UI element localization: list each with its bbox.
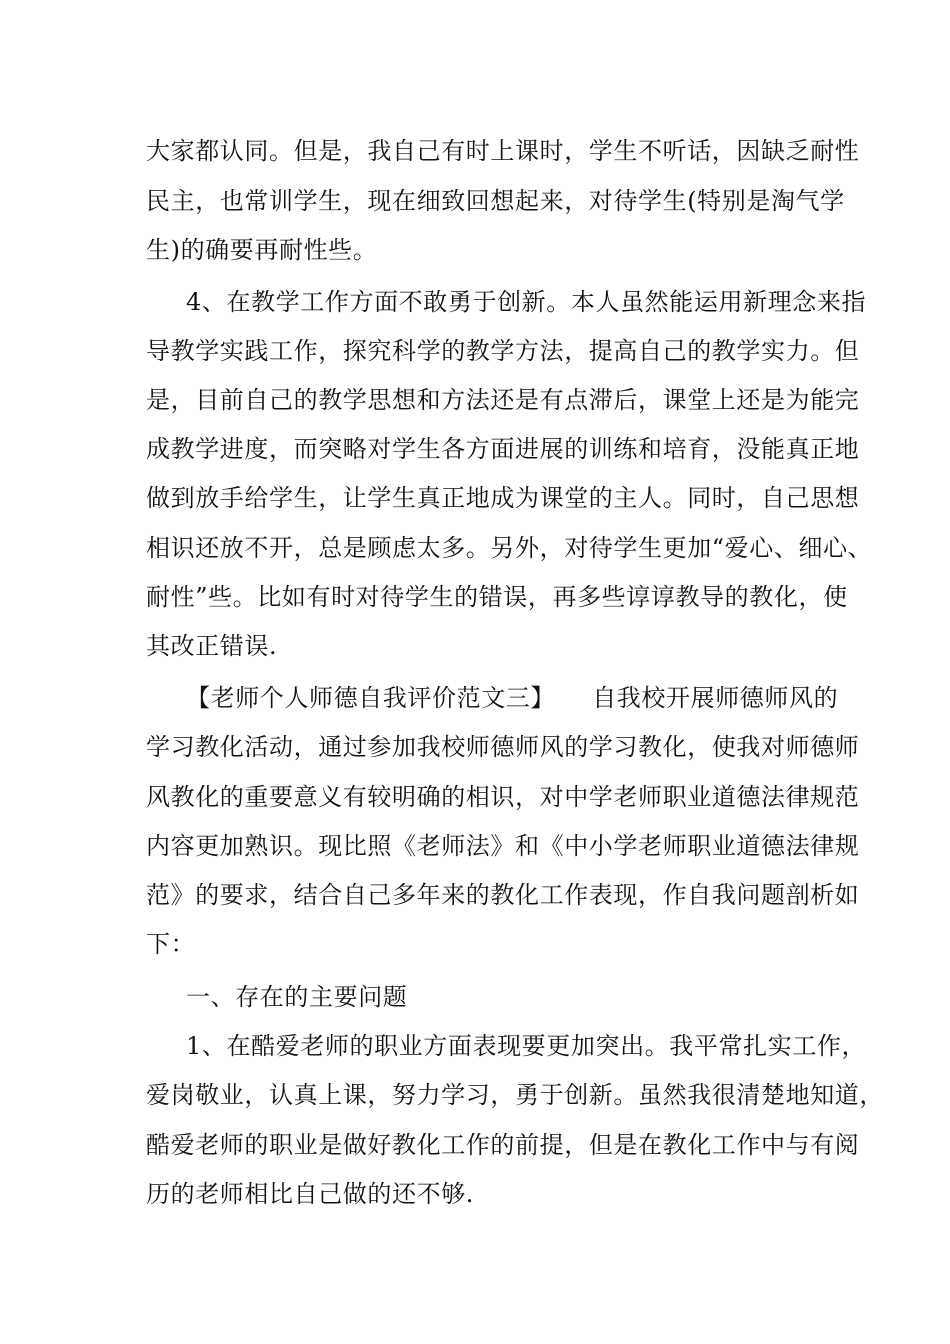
text-line: 做到放手给学生，让学生真正地成为课堂的主人。同时，自己思想 (146, 484, 860, 512)
text-line: 大家都认同。但是，我自己有时上课时，学生不听话，因缺乏耐性 (146, 137, 860, 165)
text-line: 耐性”些。比如有时对待学生的错误，再多些谆谆教导的教化，使 (146, 583, 848, 611)
text-line: 民主，也常训学生，现在细致回想起来，对待学生(特别是淘气学 (146, 187, 845, 215)
text-line: 范》的要求，结合自己多年来的教化工作表现，作自我问题剖析如 (146, 881, 860, 909)
text-line: 内容更加熟识。现比照《老师法》和《中小学老师职业道德法律规 (146, 832, 860, 860)
section-heading-line: 【老师个人师德自我评价范文三】 自我校开展师德师风的 (186, 684, 839, 712)
paragraph-start-line: 1、在酷爱老师的职业方面表现要更加突出。我平常扎实工作， (186, 1032, 867, 1060)
text-line: 是，目前自己的教学思想和方法还是有点滞后，课堂上还是为能完 (146, 386, 860, 414)
text-line: 相识还放不开，总是顾虑太多。另外，对待学生更加“爱心、细心、 (146, 534, 873, 562)
text-line: 成教学进度，而突略对学生各方面进展的训练和培育，没能真正地 (146, 435, 860, 463)
paragraph-start-line: 4、在教学工作方面不敢勇于创新。本人虽然能运用新理念来指 (186, 288, 867, 316)
text-line: 生)的确要再耐性些。 (146, 236, 378, 264)
text-line: 风教化的重要意义有较明确的相识，对中学老师职业道德法律规范 (146, 783, 860, 811)
text-line: 学习教化活动，通过参加我校师德师风的学习教化，使我对师德师 (146, 733, 860, 761)
text-line: 其改正错误. (146, 632, 278, 660)
text-line: 爱岗敬业，认真上课，努力学习，勇于创新。虽然我很清楚地知道， (146, 1081, 884, 1109)
text-line: 下： (146, 930, 196, 958)
text-line: 历的老师相比自己做的还不够. (146, 1180, 475, 1208)
subheading-line: 一、存在的主要问题 (186, 983, 408, 1011)
text-line: 导教学实践工作，探究科学的教学方法，提高自己的教学实力。但 (146, 337, 860, 365)
text-line: 酷爱老师的职业是做好教化工作的前提，但是在教化工作中与有阅 (146, 1131, 860, 1159)
